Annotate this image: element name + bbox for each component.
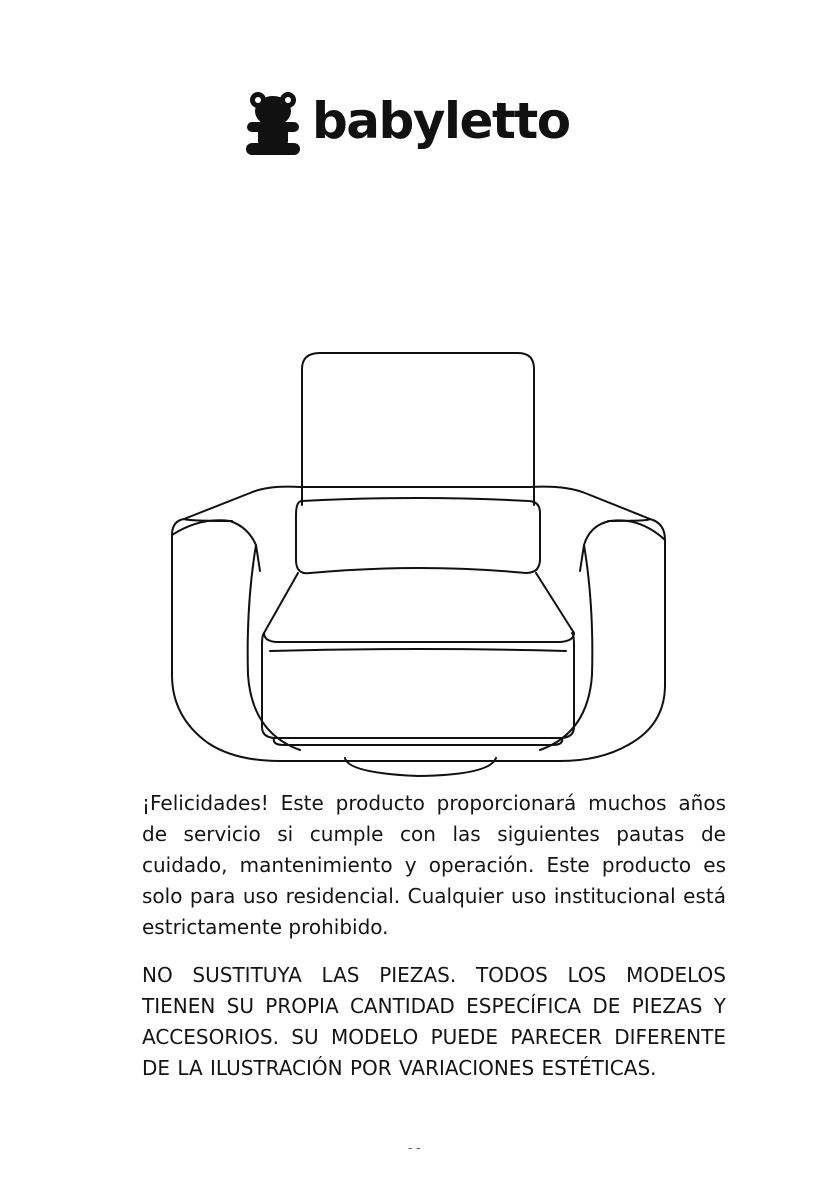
left-arm-inner <box>172 520 260 571</box>
intro-paragraph: ¡Felicidades! Este producto proporcionará muchos años de servicio si cumple con las siguientes pautas de cuidado, mantenimiento y operación. Este producto es solo para uso residencial. Cualquier uso institucional está estrictamente prohibido. <box>142 791 726 939</box>
right-arm-inner <box>580 520 665 571</box>
brand-logo <box>244 88 604 162</box>
warning-paragraph: NO SUSTITUYA LAS PIEZAS. TODOS LOS MODELOS TIENEN SU PROPIA CANTIDAD ESPECÍFICA DE PIEZAS Y ACCESORIOS. SU MODELO PUEDE PARECER DIFERENTE DE LA ILUSTRACIÓN POR VARIACIONES ESTÉTICAS. <box>142 963 726 1080</box>
armchair-illustration <box>160 345 680 790</box>
brand-wordmark: babyletto <box>312 92 570 150</box>
teddy-bear-icon <box>244 91 302 159</box>
seat-cushion-top <box>264 573 574 642</box>
lumbar-pillow <box>296 498 540 573</box>
backrest <box>302 353 534 505</box>
page-mark: - - <box>408 1141 421 1155</box>
